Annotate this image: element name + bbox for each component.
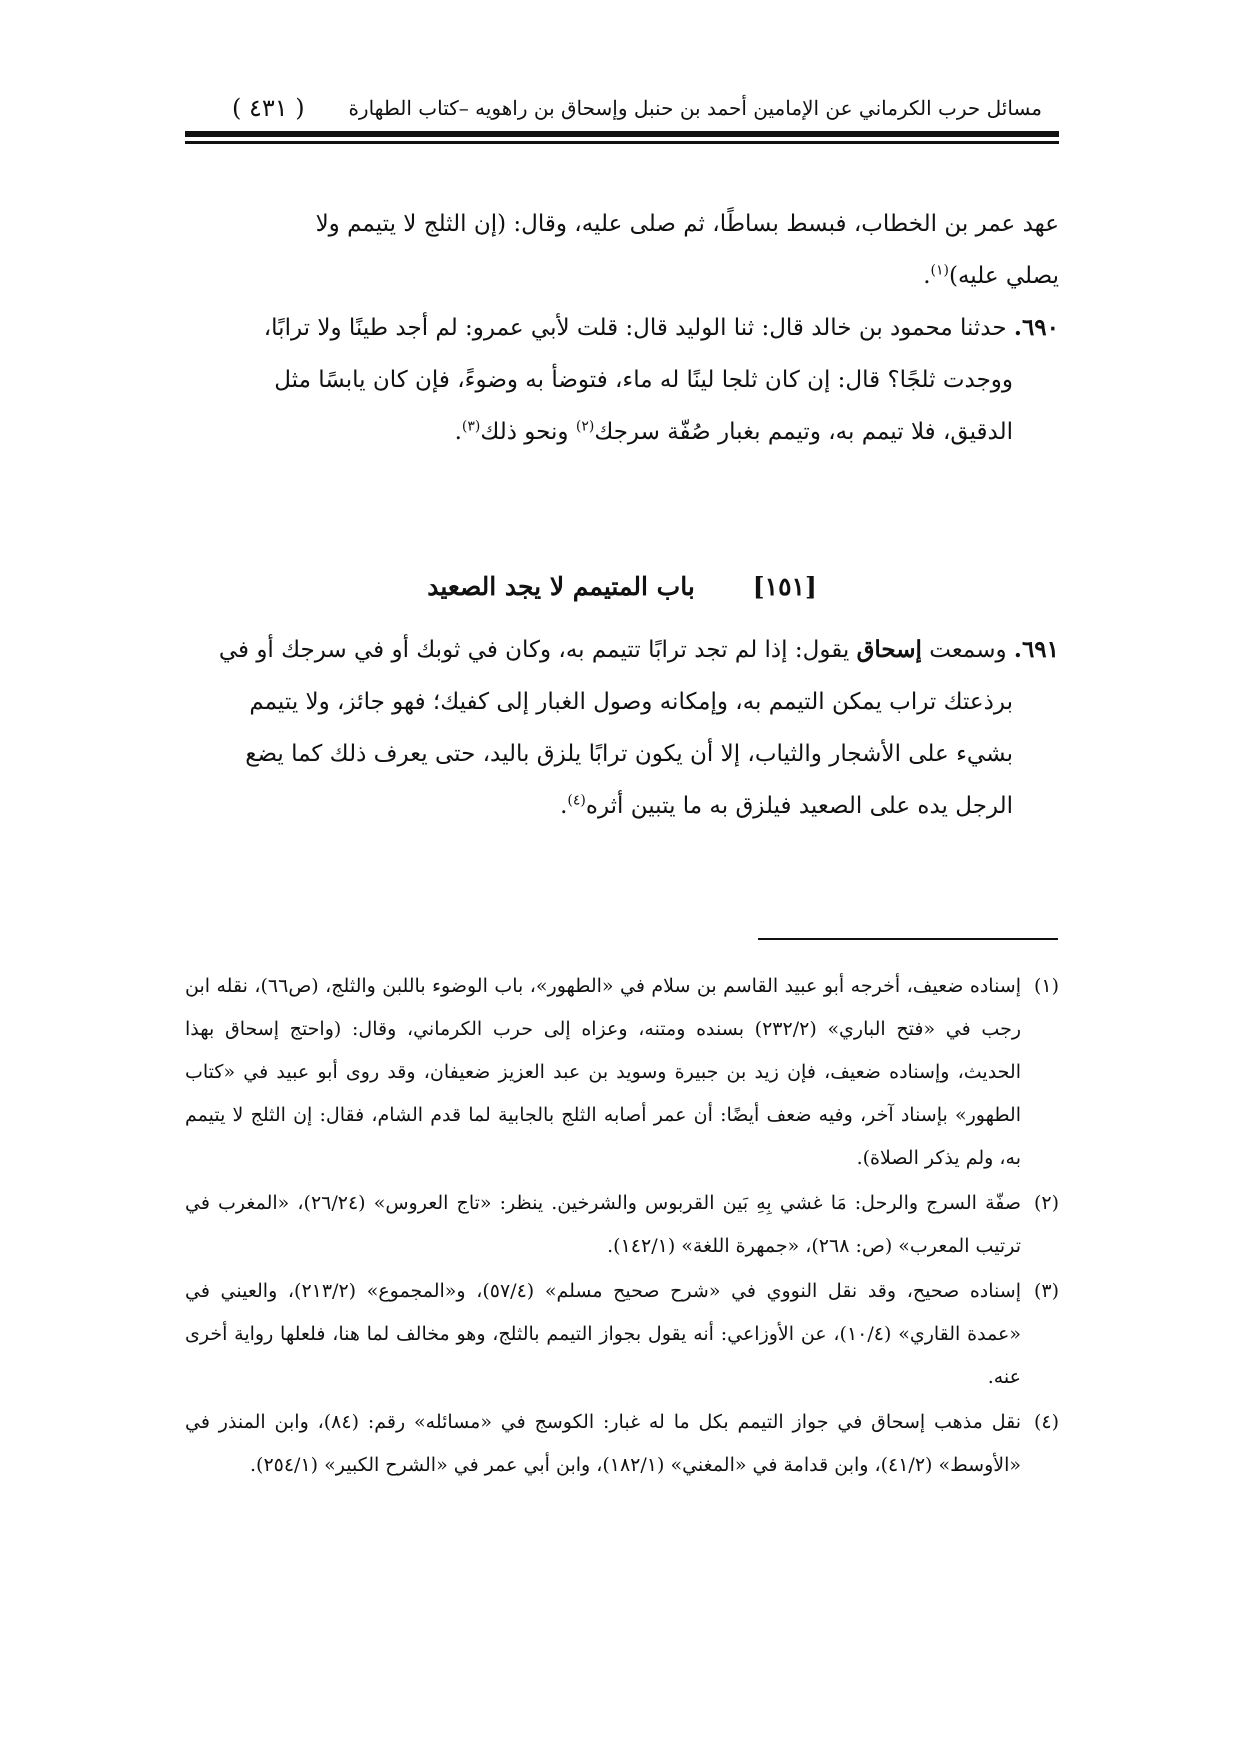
narrator-name: إسحاق bbox=[856, 636, 922, 663]
text-line: بشيء على الأشجار والثياب، إلا أن يكون ترابًا يلزق باليد، حتى يعرف ذلك كما يضع bbox=[245, 741, 1013, 767]
footnote-ref[interactable]: (٤) bbox=[567, 792, 586, 809]
section-number: [١٥١] bbox=[752, 571, 817, 601]
footnote-text: إسناده ضعيف، أخرجه أبو عبيد القاسم بن سلام في «الطهور»، باب الوضوء باللبن والثلج، (ص٦٦)، نقله ابن رجب في «فتح الباري» (٢٣٢/٢) بسنده ومتنه، وعزاه إلى حرب الكرماني، وقال: (واحتج إسحاق بهذا الحديث، وإسناده ضعيف، فإن زيد بن جبيرة وسويد بن عبد العزيز ضعيفان، وقد روى أبو عبيد في «كتاب الطهور» بإسناد آخر، وفيه ضعف أيضًا: أن عمر أصابه الثلج بالجابية لما قدم الشام، فقال: إن الثلج لا يتيمم به، ولم يذكر الصلاة). bbox=[185, 975, 1022, 1169]
footnote bbox=[185, 1401, 1059, 1487]
header-rule-thick bbox=[185, 131, 1059, 137]
header-rule-thin bbox=[185, 141, 1059, 144]
footnote-text: نقل مذهب إسحاق في جواز التيمم بكل ما له غبار: الكوسج في «مسائله» رقم: (٨٤)، وابن المنذر في «الأوسط» (٤١/٢)، وابن قدامة في «المغني» (١٨٢/١)، وابن أبي عمر في «الشرح الكبير» (٢٥٤/١). bbox=[185, 1411, 1021, 1476]
text-line: الدقيق، فلا تيمم به، وتيمم بغبار صُفّة سرجك bbox=[594, 419, 1013, 445]
paragraph-number: ٦٩٠. bbox=[1013, 314, 1059, 341]
footnote-label: (٢) bbox=[1033, 1192, 1059, 1214]
header-divider bbox=[185, 131, 1059, 144]
text-line: برذعتك تراب يمكن التيمم به، وإمكانه وصول الغبار إلى كفيك؛ فهو جائز، ولا يتيمم bbox=[249, 689, 1013, 715]
text-line: ووجدت ثلجًا؟ قال: إن كان ثلجا لينًا له ماء، فتوضأ به وضوءً، فإن كان يابسًا مثل bbox=[274, 367, 1013, 393]
footnote bbox=[185, 1182, 1059, 1268]
footnote-separator bbox=[758, 938, 1058, 940]
text-line: حدثنا محمود بن خالد قال: ثنا الوليد قال: قلت لأبي عمرو: لم أجد طينًا ولا ترابًا، bbox=[263, 315, 1007, 341]
footnote-ref[interactable]: (١) bbox=[930, 262, 949, 279]
footnote-text: إسناده صحيح، وقد نقل النووي في «شرح صحيح مسلم» (٥٧/٤)، و«المجموع» (٢١٣/٢)، والعيني في «عمدة القاري» (١٠/٤)، عن الأوزاعي: أنه يقول بجواز التيمم بالثلج، وهو مخالف لما هنا، فلعلها رواية أخرى عنه. bbox=[185, 1280, 1021, 1388]
footnote-label: (٤) bbox=[1033, 1411, 1059, 1433]
page-number: ( ٤٣١ ) bbox=[232, 94, 305, 122]
footnote bbox=[185, 1270, 1059, 1399]
footnote-label: (٣) bbox=[1033, 1280, 1059, 1302]
text-line: الرجل يده على الصعيد فيلزق به ما يتبين أثره bbox=[585, 793, 1013, 819]
paragraph-691: ٦٩١. وسمعت إسحاق يقول: إذا لم تجد ترابًا تتيمم به، وكان في ثوبك أو في سرجك أو في برذعتك تراب يمكن التيمم به، وإمكانه وصول الغبار إلى كفيك؛ فهو جائز، ولا يتيمم بشيء على الأشجار والثياب، إلا أن يكون ترابًا يلزق باليد، حتى يعرف ذلك كما يضع الرجل يده على الصعيد فيلزق به ما يتبين أثره$^{(٤)}$. bbox=[218, 636, 1059, 819]
header-title: مسائل حرب الكرماني عن الإمامين أحمد بن حنبل وإسحاق بن راهويه –كتاب الطهارة bbox=[348, 96, 1042, 120]
section-heading bbox=[185, 566, 1059, 606]
main-text-top bbox=[185, 198, 1059, 458]
main-text-section bbox=[185, 624, 1059, 832]
text-line: يصلي عليه) bbox=[948, 263, 1059, 289]
paragraph-689-continuation: عهد عمر بن الخطاب، فبسط بساطًا، ثم صلى عليه، وقال: (إن الثلج لا يتيمم ولا يصلي عليه)$^{(١)}$. bbox=[315, 211, 1059, 289]
paragraph-number: ٦٩١. bbox=[1013, 636, 1059, 663]
footnote-text: صفّة السرج والرحل: مَا غشي بِهِ بَين القربوس والشرخين. ينظر: «تاج العروس» (٢٦/٢٤)، «المغرب في ترتيب المعرب» (ص: ٢٦٨)، «جمهرة اللغة» (١٤٢/١). bbox=[185, 1192, 1021, 1257]
section-title: باب المتيمم لا يجد الصعيد bbox=[427, 571, 695, 601]
paragraph-690: ٦٩٠. حدثنا محمود بن خالد قال: ثنا الوليد قال: قلت لأبي عمرو: لم أجد طينًا ولا ترابًا، ووجدت ثلجًا؟ قال: إن كان ثلجا لينًا له ماء، فتوضأ به وضوءً، فإن كان يابسًا مثل الدقيق، فلا تيمم به، وتيمم بغبار صُفّة سرجك$^{(٢)}$ ونحو ذلك$^{(٣)}$. bbox=[263, 314, 1059, 445]
footnotes bbox=[185, 965, 1059, 1489]
text-line: عهد عمر بن الخطاب، فبسط بساطًا، ثم صلى عليه، وقال: (إن الثلج لا يتيمم ولا bbox=[315, 211, 1059, 237]
text-line: يقول: إذا لم تجد ترابًا تتيمم به، وكان في ثوبك أو في سرجك أو في bbox=[218, 637, 857, 663]
footnote-label: (١) bbox=[1033, 975, 1059, 997]
running-header bbox=[232, 86, 1042, 130]
footnote bbox=[185, 965, 1059, 1180]
footnote-ref[interactable]: (٢) bbox=[575, 418, 595, 435]
footnote-ref[interactable]: (٣) bbox=[461, 418, 481, 435]
